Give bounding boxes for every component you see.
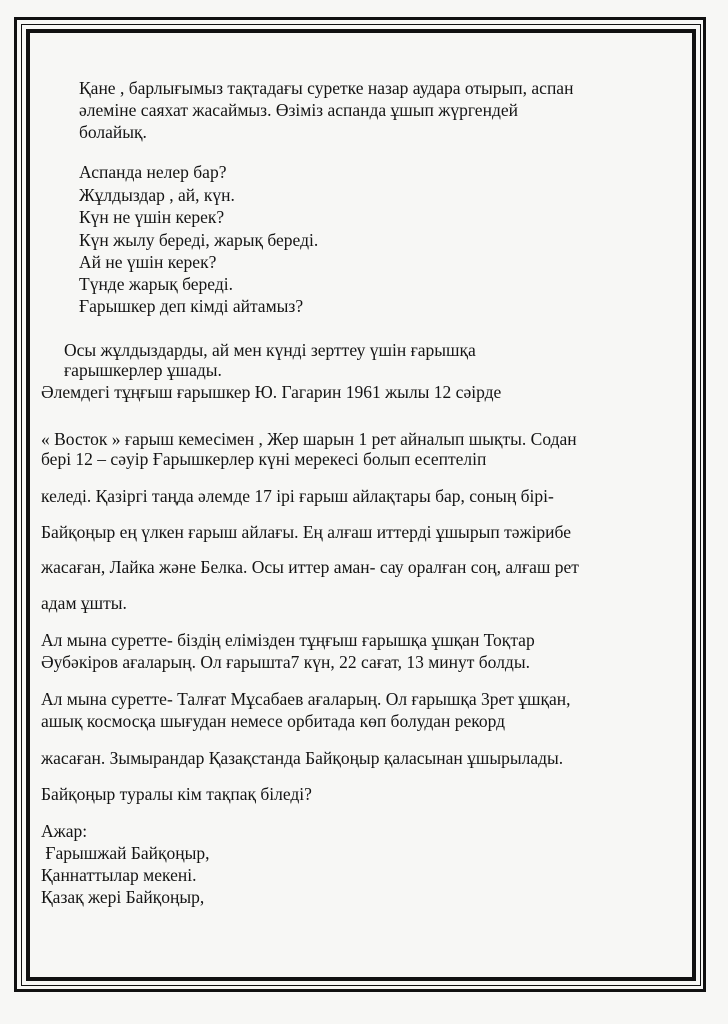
text-line: Қане , барлығымыз тақтадағы суретке назар аудара отырып, аспан [79, 78, 574, 98]
text-line: Күн не үшін керек? [79, 207, 225, 227]
text-line: жасаған. Зымырандар Қазақстанда Байқоңыр қаласынан ұшырылады. [41, 748, 564, 768]
text-line: ашық космосқа шығудан немесе орбитада көп болудан рекорд [41, 711, 506, 731]
text-line: Ал мына суретте- Талғат Мұсабаев ағаларың. Ол ғарышқа 3рет ұшқан, [41, 689, 571, 709]
text-line: Ай не үшін керек? [79, 252, 217, 272]
text-line: Аспанда нелер бар? [79, 162, 227, 182]
text-line: әлеміне саяхат жасаймыз. Өзіміз аспанда ұшып жүргендей [79, 100, 518, 120]
text-line: жасаған, Лайка және Белка. Осы иттер аман- сау оралған соң, алғаш рет [41, 557, 579, 577]
text-line: Байқоңыр туралы кім тақпақ біледі? [41, 784, 312, 804]
text-line: Әлемдегі тұңғыш ғарышкер Ю. Гагарин 1961 жылы 12 сәірде [41, 382, 502, 402]
text-line: ғарышкерлер ұшады. [64, 360, 222, 380]
text-line: Түнде жарық береді. [79, 274, 233, 294]
text-line: Қазақ жері Байқоңыр, [41, 887, 205, 907]
text-line: адам ұшты. [41, 593, 127, 613]
text-line: Ал мына суретте- біздің елімізден тұңғыш ғарышқа ұшқан Тоқтар [41, 630, 535, 650]
text-line: Қаннаттылар мекені. [41, 865, 197, 885]
text-line: Ғарышжай Байқоңыр, [41, 843, 210, 863]
text-line: « Восток » ғарыш кемесімен , Жер шарын 1 рет айналып шықты. Содан [41, 429, 577, 449]
text-line: Байқоңыр ең үлкен ғарыш айлағы. Ең алғаш иттерді ұшырып тәжірибе [41, 522, 571, 542]
text-line: бері 12 – сәуір Ғарышкерлер күні мерекесі болып есептеліп [41, 449, 487, 469]
text-line: Әубәкіров ағаларың. Ол ғарышта7 күн, 22 сағат, 13 минут болды. [41, 652, 530, 672]
text-line: келеді. Қазіргі таңда әлемде 17 ірі ғарыш айлақтары бар, соның бірі- [41, 486, 554, 506]
text-line: Күн жылу береді, жарық береді. [79, 230, 319, 250]
text-line: Ғарышкер деп кімді айтамыз? [79, 296, 304, 316]
text-line: Осы жұлдыздарды, ай мен күнді зерттеу үшін ғарышқа [64, 340, 476, 360]
text-line: болайық. [79, 122, 147, 142]
text-line: Жұлдыздар , ай, күн. [79, 185, 235, 205]
text-line: Ажар: [41, 821, 88, 841]
